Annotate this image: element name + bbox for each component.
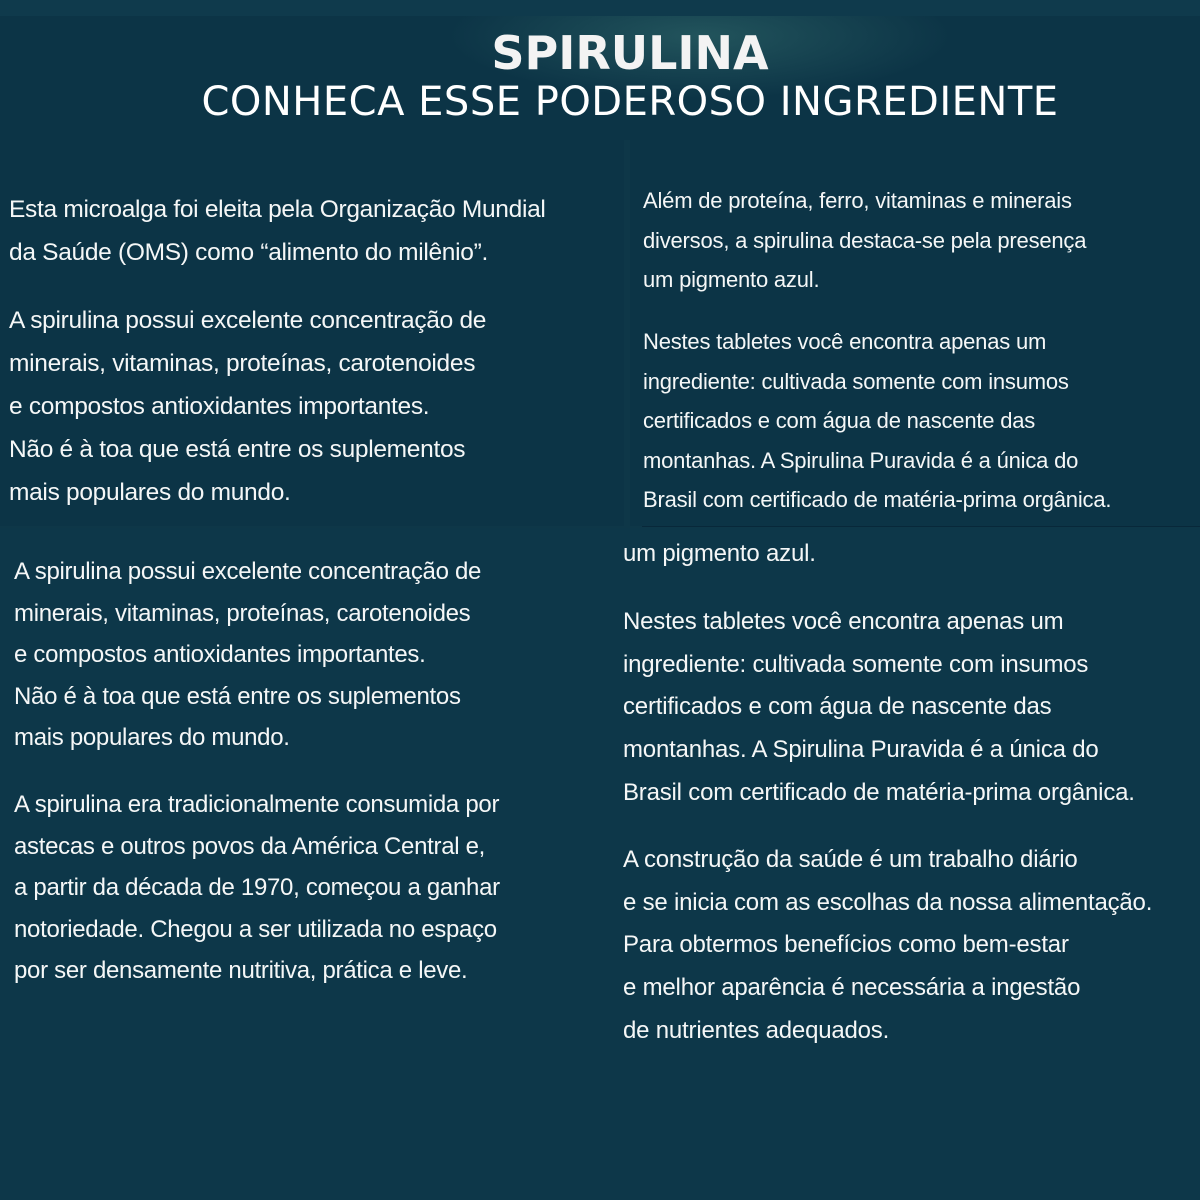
text-line: ingrediente: cultivada somente com insumos: [623, 650, 1089, 678]
paragraph-concentration: [9, 299, 486, 514]
text-line: Nestes tabletes você encontra apenas um: [623, 608, 1064, 635]
page-title: SPIRULINA: [491, 26, 769, 80]
paragraph-tablets-repeat: [623, 601, 1135, 815]
text-line: um pigmento azul.: [623, 540, 816, 567]
text-line: notoriedade. Chegou a ser utilizada no espaço: [14, 915, 497, 943]
text-line: Esta microalga foi eleita pela Organização Mundial: [9, 196, 546, 223]
text-line: e compostos antioxidantes importantes.: [14, 641, 426, 668]
paragraph-tablets: [643, 322, 1111, 520]
text-line: Nestes tabletes você encontra apenas um: [643, 329, 1047, 354]
text-line: A construção da saúde é um trabalho diário: [623, 846, 1078, 873]
text-line: e se inicia com as escolhas da nossa alimentação.: [623, 888, 1153, 916]
text-line: Além de proteína, ferro, vitaminas e minerais: [643, 188, 1072, 213]
text-block-top-left: [0, 140, 624, 526]
text-line: minerais, vitaminas, proteínas, carotenoides: [9, 350, 476, 377]
text-line: mais populares do mundo.: [9, 479, 291, 506]
text-line: Brasil com certificado de matéria-prima orgânica.: [643, 487, 1112, 512]
text-line: diversos, a spirulina destaca-se pela presença: [643, 227, 1087, 253]
text-line: e melhor aparência é necessária a ingestão: [623, 974, 1081, 1002]
text-line: de nutrientes adequados.: [623, 1016, 890, 1044]
text-line: Não é à toa que está entre os suplementos: [14, 682, 461, 710]
text-line: A spirulina possui excelente concentração de: [14, 558, 482, 585]
text-line: A spirulina era tradicionalmente consumida por: [14, 791, 500, 818]
text-line: um pigmento azul.: [643, 267, 820, 292]
paragraph-pigment: [643, 181, 1086, 300]
fragment-divider: [642, 526, 1200, 527]
text-line: montanhas. A Spirulina Puravida é a única do: [623, 736, 1099, 764]
text-line: certificados e com água de nascente das: [643, 408, 1036, 433]
text-line: A spirulina possui excelente concentração de: [9, 307, 487, 334]
text-line: por ser densamente nutritiva, prática e leve.: [14, 957, 468, 984]
text-line: Brasil com certificado de matéria-prima orgânica.: [623, 778, 1135, 806]
paragraph-pigment-tail: [623, 533, 816, 576]
text-line: minerais, vitaminas, proteínas, carotenoides: [14, 599, 471, 627]
text-line: Não é à toa que está entre os suplementos: [9, 436, 466, 463]
text-line: ingrediente: cultivada somente com insumos: [643, 368, 1069, 394]
header-banner: [0, 16, 1200, 140]
text-line: certificados e com água de nascente das: [623, 693, 1052, 721]
text-line: astecas e outros povos da América Central e,: [14, 832, 486, 860]
text-line: e compostos antioxidantes importantes.: [9, 393, 430, 420]
text-line: a partir da década de 1970, começou a ganhar: [14, 874, 500, 901]
text-block-top-right: [630, 140, 1200, 526]
paragraph-oms: [9, 188, 546, 274]
text-line: Para obtermos benefícios como bem-estar: [623, 931, 1069, 959]
paragraph-concentration-repeat: [14, 551, 481, 759]
text-line: montanhas. A Spirulina Puravida é a única do: [643, 447, 1079, 473]
text-line: mais populares do mundo.: [14, 724, 290, 751]
paragraph-history: [14, 784, 500, 992]
paragraph-health: [623, 839, 1152, 1053]
text-block-bottom-left: [0, 528, 612, 1200]
top-strip: [0, 0, 1200, 16]
text-line: da Saúde (OMS) como “alimento do milênio”.: [9, 239, 488, 266]
page-subtitle: CONHECA ESSE PODEROSO INGREDIENTE: [201, 79, 1059, 125]
text-block-bottom-right: [612, 528, 1200, 1200]
